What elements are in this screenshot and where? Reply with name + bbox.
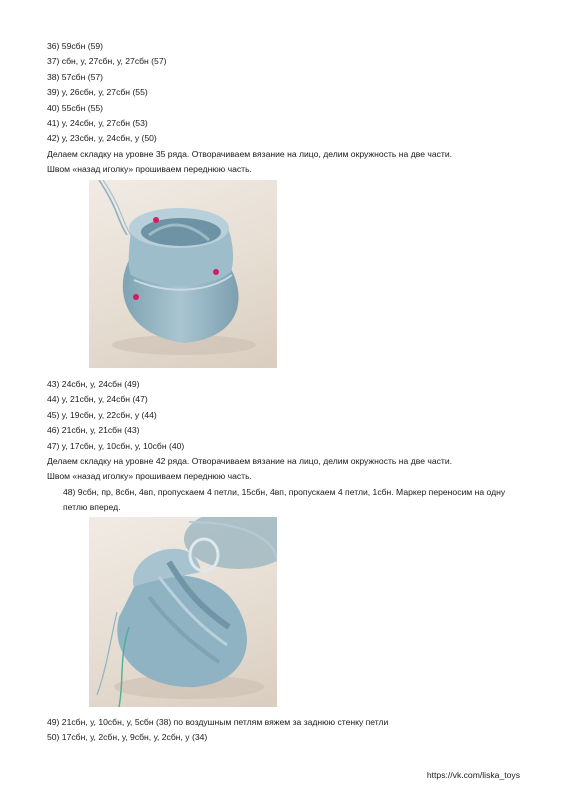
crochet-piece-illustration-2 — [89, 517, 277, 707]
crochet-piece-illustration — [89, 180, 277, 368]
author-link[interactable]: https://vk.com/liska_toys — [426, 770, 520, 780]
fold-note-2-line-1: Делаем складку на уровне 42 ряда. Отворачиваем вязание на лицо, делим окружность на две части. — [47, 455, 453, 466]
photo-shaped-piece — [89, 517, 277, 707]
row-40: 40) 55сбн (55) — [47, 102, 104, 113]
row-37: 37) сбн, у, 27сбн, у, 27сбн (57) — [47, 56, 167, 67]
photo-folded-pot — [89, 180, 277, 368]
row-44: 44) у, 21сбн, у, 24сбн (47) — [47, 394, 148, 405]
row-42: 42) у, 23сбн, у, 24сбн, у (50) — [47, 133, 157, 144]
row-39: 39) у, 26сбн, у, 27сбн (55) — [47, 87, 148, 98]
row-43: 43) 24сбн, у, 24сбн (49) — [47, 379, 140, 389]
fold-note-line-2: Швом «назад иголку» прошиваем переднюю часть. — [47, 164, 252, 175]
row-36: 36) 59сбн (59) — [47, 41, 104, 51]
row-50: 50) 17сбн, у, 2сбн, у, 9сбн, у, 2сбн, у (34) — [47, 732, 208, 743]
rows-49-50 — [47, 715, 517, 746]
rows-36-42 — [47, 39, 517, 178]
fold-note-line-1: Делаем складку на уровне 35 ряда. Отворачиваем вязание на лицо, делим окружность на две части. — [47, 148, 453, 159]
row-38: 38) 57сбн (57) — [47, 71, 104, 82]
row-49: 49) 21сбн, у, 10сбн, у, 5сбн (38) по воздушным петлям вяжем за заднюю стенку петли — [47, 717, 389, 727]
fold-note-2-line-2: Швом «назад иголку» прошиваем переднюю часть. — [47, 471, 252, 482]
row-47: 47) у, 17сбн, у, 10сбн, у, 10сбн (40) — [47, 440, 185, 451]
row-41: 41) у, 24сбн, у, 27сбн (53) — [47, 117, 148, 128]
rows-43-48 — [47, 377, 517, 516]
row-45: 45) у, 19сбн, у, 22сбн, у (44) — [47, 409, 157, 420]
row-48: 48) 9сбн, пр, 8сбн, 4вп, пропускаем 4 петли, 15сбн, 4вп, пропускаем 4 петли, 1сбн. Маркер переносим на одну петлю вперед. — [63, 486, 506, 513]
row-46: 46) 21сбн, у, 21сбн (43) — [47, 425, 140, 436]
